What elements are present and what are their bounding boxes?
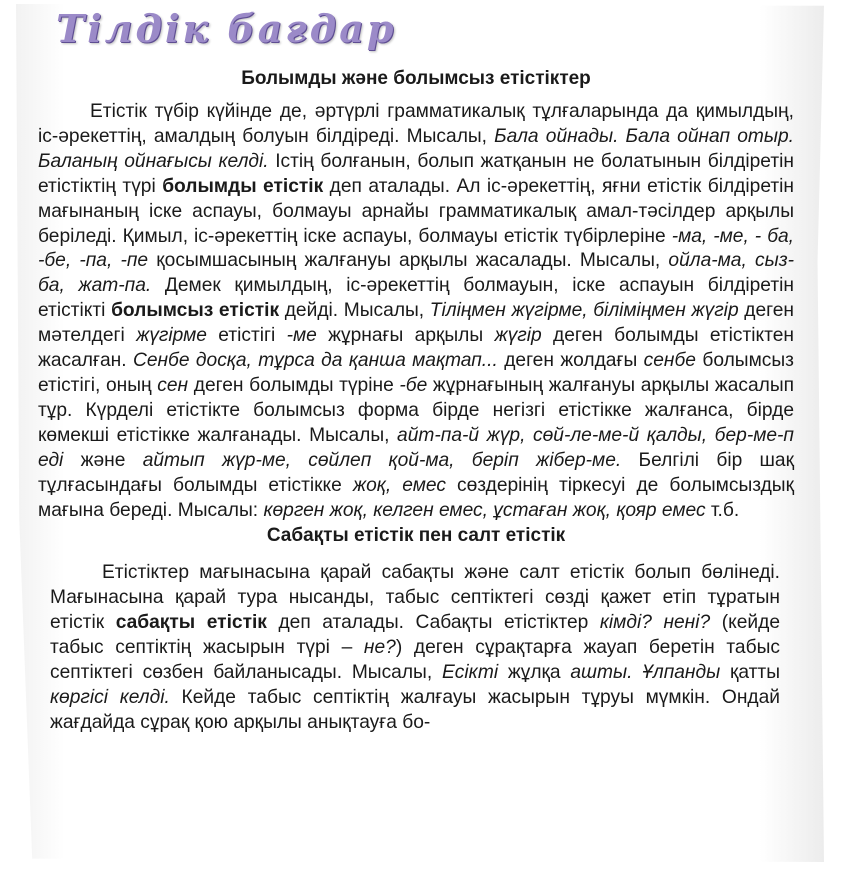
italic-example: -ме	[286, 325, 317, 347]
text-run: т.б.	[705, 499, 740, 521]
text-run: Кейде табыс септіктің жалғауы жасырын тұруы мүмкін. Ондай жағдайда сұрақ қою арқылы анықтауға бо-	[50, 686, 780, 733]
text-run: жұлқа	[498, 662, 571, 684]
text-run: (кейде табыс септіктің жасырын түрі –	[50, 612, 780, 659]
text-run: деген болымды етістіктен жасалған.	[38, 325, 794, 372]
text-run: сөздерінің тіркесуі де болымсыздық мағына береді. Мысалы:	[38, 474, 794, 521]
text-run: болымсыз етістігі, оның	[38, 350, 794, 396]
text-run: және	[63, 449, 143, 471]
italic-example: жоқ, емес	[352, 474, 446, 496]
italic-example: Тіліңмен жүгірме, біліміңмен жүгір	[429, 300, 739, 322]
italic-example: жүгір	[494, 325, 542, 347]
italic-example: айтып жүр-ме, сөйлеп қой-ма, беріп жібер-ме.	[142, 449, 622, 471]
italic-example: кімді? нені?	[599, 612, 711, 634]
text-run: етістігі	[206, 325, 287, 347]
text-run: жұрнағының жалғануы арқылы жасалып тұр. Күрделі етістікте болымсыз форма бірде негізгі етістікке жалғанса, бірде көмекші етістікке жалғанады. Мысалы,	[38, 374, 795, 446]
text-run: деген болымды түріне	[188, 374, 400, 396]
italic-example: ашты. Ұлпанды	[570, 662, 721, 684]
italic-example: сенбе	[643, 350, 696, 372]
italic-example: Бала ойнады. Бала ойнап отыр. Баланың ойнағысы келді.	[38, 125, 794, 172]
italic-example: көргісі келді.	[50, 686, 170, 708]
bold-term: сабақты етістік	[115, 612, 267, 634]
text-run: Істің болғанын, болып жатқанын не болатынын білдіретін етістіктің түрі	[38, 150, 794, 197]
bold-term: болымсыз етістік	[111, 300, 280, 322]
text-run: Етістік түбір күйінде де, әртүрлі грамматикалық тұлғаларында да қимылдың, іс-әрекеттің, амалдың болуын білдіреді. Мысалы,	[38, 101, 794, 147]
italic-example: айт-па-й жүр, сөй-ле-ме-й қалды, бер-ме-п еді	[38, 424, 794, 471]
text-run: Демек қимылдың, іс-әрекеттің болмауын, іске аспауын білдіретін етістікті	[38, 275, 794, 322]
italic-example: -ма, -ме, - ба, -бе, -па, -пе	[38, 225, 794, 272]
bold-term: болымды етістік	[162, 175, 324, 197]
italic-example: не?	[363, 637, 396, 659]
italic-example: жүгірме	[136, 325, 207, 347]
italic-example: көрген жоқ, келген емес, ұстаған жоқ, қояр емес	[263, 499, 706, 521]
text-run: қосымшасының жалғануы арқылы жасалады. Мысалы,	[148, 250, 669, 272]
section-title-affirmative-negative-verbs: Болымды және болымсыз етістіктер	[241, 68, 591, 89]
section-title-transitive-intransitive-verbs: Сабақты етістік пен салт етістік	[266, 525, 566, 547]
page-content	[38, 66, 794, 736]
italic-example: -бе	[399, 374, 428, 396]
italic-example: сен	[157, 374, 189, 396]
text-run: ) деген сұрақтарға жауап беретін табыс септіктегі сөзбен байланысады. Мысалы,	[50, 637, 780, 684]
text-run: деген мәтелдегі	[38, 300, 794, 347]
text-run: деген жолдағы	[497, 350, 644, 372]
italic-example: ойла-ма, сыз-ба, жат-па.	[38, 250, 794, 297]
page-title: Тілдік бағдар	[56, 6, 397, 51]
text-run: Етістіктер мағынасына қарай сабақты және салт етістік болып бөлінеді. Мағынасына қарай тура нысанды, табыс септіктегі сөзді қажет етіп тұратын етістік	[50, 562, 780, 634]
section-paragraph-affirmative-negative-verbs	[38, 100, 794, 523]
italic-example: Есікті	[441, 662, 499, 684]
text-run: жұрнағы арқылы	[316, 325, 495, 347]
italic-example: Сенбе досқа, тұрса да қанша мақтап...	[132, 350, 498, 372]
text-run: қатты	[720, 662, 781, 684]
section-paragraph-transitive-intransitive-verbs	[50, 561, 780, 735]
text-run: деп аталады. Сабақты етістіктер	[266, 612, 600, 634]
text-run: дейді. Мысалы,	[279, 300, 430, 322]
text-run: Белгілі бір шақ тұлғасындағы болымды етістікке	[38, 449, 794, 496]
text-run: деп аталады. Ал іс-әрекеттің, яғни етістік білдіретін мағынаның іске аспауы, болмауы арнайы грамматикалық амал-тәсілдер арқылы беріледі. Қимыл, іс-әрекеттің іске аспауы, болмауы етістік түбірлеріне	[38, 175, 794, 247]
